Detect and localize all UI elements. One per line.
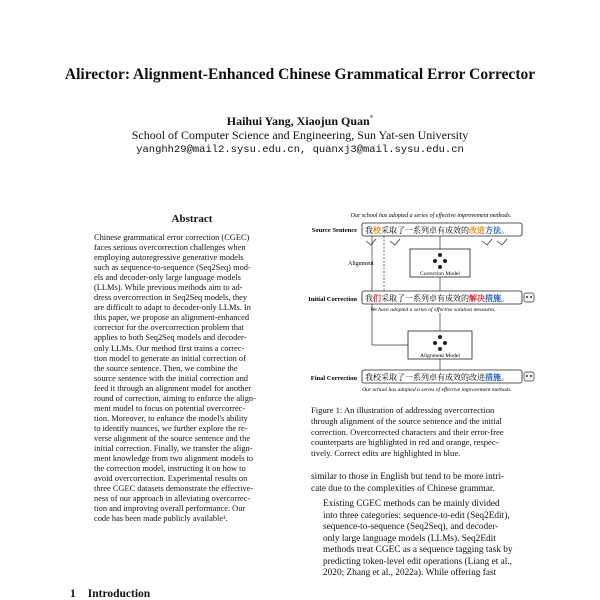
abstract-line: els and decoder-only large language models [94,273,241,283]
check-icon [366,239,376,245]
abstract-line: to identify nuances, we further explore the re- [94,423,248,433]
section-heading [70,588,150,600]
text-line: Existing CGEC methods can be mainly divided [323,499,500,509]
abstract-line: ment knowledge from two alignment models to [94,454,254,464]
section-number: 1 [70,588,76,600]
initial-sentence: 我们采取了一系列卓有成效的解决措施。 [365,294,509,303]
correction-model-label: Correction Model [420,271,460,277]
abstract-line: are difficult to adapt to decoder-only LLMs. In [94,303,251,313]
check-icon [390,239,400,245]
final-label: Final Correction [310,375,357,382]
paper-title: Alirector: Alignment-Enhanced Chinese Grammatical Error Corrector [64,66,536,83]
abstract-line: Chinese grammatical error correction (CGEC) [94,233,250,242]
abstract-line: ness of our approach in alleviating overcorrec- [94,494,251,504]
abstract-line: tion. Moreover, to enhance the model's ability [94,413,248,423]
abstract-line: feed it through an alignment model for another [94,383,251,393]
abstract-line: corrector for the overcorrection problem that [94,323,244,333]
abstract-line: source sentence with the initial correction and [94,373,248,383]
text-line: into three categories: sequence-to-edit (Seq2Edit), [323,510,510,521]
abstract-line: avoid overcorrection. Experimental results on [94,474,248,484]
caption-line: correction. Overcorrected characters and their error-free [311,426,504,437]
text-line: sequence-to-sequence (Seq2Seq), and decoder- [323,522,499,532]
abstract-line: employing autoregressive generative models [94,253,244,263]
initial-translation: We have adopted a series of effective solution measures. [370,307,496,313]
abstract-line: tion and improving overall performance. Our [94,504,246,514]
check-icon [482,239,492,245]
author-list: Haihui Yang, Xiaojun Quan [226,114,370,128]
initial-label: Initial Correction [308,296,357,303]
abstract-line: code has been made publicly available¹. [94,514,228,524]
abstract-heading: Abstract [171,213,213,225]
alignment-model-label: Alignment Model [420,353,460,359]
abstract-line: applies to both Seq2Seq models and decoder- [94,333,247,343]
abstract-body [94,233,294,524]
abstract-line: only LLMs. Our method first trains a correc- [94,343,245,353]
check-icon [497,239,507,245]
abstract-line: (LLMs). While previous methods aim to ad- [94,283,243,293]
figure-1 [300,205,540,405]
section-title: Introduction [87,588,151,600]
author-emails: yanghh29@mail2.sysu.edu.cn, quanxj3@mail.sysu.edu.cn [136,144,464,156]
alignment-label: Alignment [348,261,374,267]
caption-line: counterparts are highlighted in red and orange, respec- [311,437,499,448]
figure-caption [311,405,530,459]
abstract-line: three CGEC datasets demonstrate the effective- [94,484,254,494]
abstract-line: faces serious overcorrection challenges when [94,243,246,253]
text-line: methods treat CGEC as a sequence tagging task by [323,545,513,555]
right-column-text [311,472,530,584]
caption-line: through alignment of the source sentence and the initial [311,415,502,426]
top-translation: Our school has adopted a series of effective improvement methods. [350,213,512,219]
final-translation: Our school has adopted a series of effective improvement methods. [362,387,512,393]
corresponding-mark: * [369,114,374,122]
abstract-line: tion model to generate an initial correction of [94,353,246,363]
abstract-line: initial correction. Finally, we transfer the align- [94,443,253,453]
robot-icon [524,293,534,302]
abstract-line: round of correction, aiming to enforce the align- [94,393,256,403]
abstract-line: verse alignment of the source sentence and the [94,433,251,443]
final-sentence: 我校采取了一系列卓有成效的改进措施。 [365,373,509,382]
text-line: similar to those in English but tend to be more intri- [311,472,505,482]
caption-line: Figure 1: An illustration of addressing overcorrection [311,405,495,415]
caption-line: tively. Correct edits are highlighted in blue. [311,448,461,459]
abstract-line: the correction model, instructing it on how to [94,464,246,474]
text-line: cate due to the complexities of Chinese grammar. [311,483,495,494]
text-line: 2020; Zhang et al., 2022a). While offering fast [323,568,497,578]
author-names [0,114,600,129]
source-label: Source Sentence [311,227,357,234]
abstract-line: this paper, we propose an alignment-enhanced [94,313,250,323]
abstract-line: the source sentence. Then, we combine the [94,363,238,373]
abstract-line: such as sequence-to-sequence (Seq2Seq) mod- [94,263,251,273]
source-sentence: 我校采取了一系列卓有成效的改进方法。 [365,226,509,235]
abstract-line: dress overcorrection in Seq2Seq models, they [94,293,248,303]
text-line: predicting token-level edit operations (Liang et al., [323,556,512,567]
robot-icon [524,372,534,381]
affiliation: School of Computer Science and Engineering, Sun Yat-sen University [131,128,469,142]
abstract-line: ment model to focus on potential overcorrec- [94,403,246,413]
text-line: only large language models (LLMs). Seq2Edit [323,533,496,544]
paragraph [311,472,530,495]
paragraph [311,499,530,580]
